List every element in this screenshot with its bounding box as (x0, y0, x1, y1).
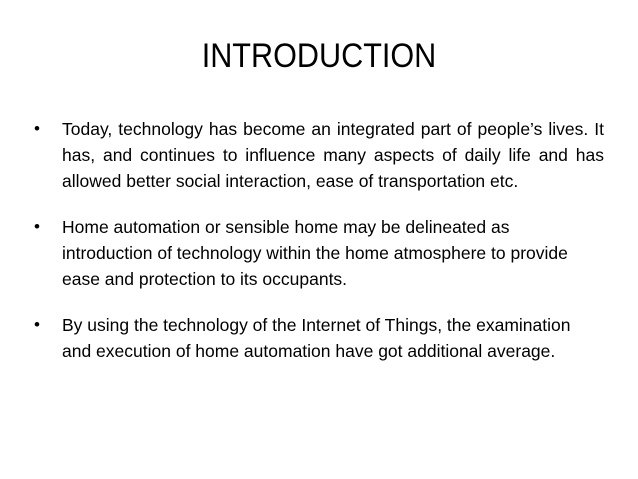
slide-title: INTRODUCTION (201, 37, 437, 75)
bullet-dot-icon: • (34, 315, 40, 334)
bullet-item (30, 116, 604, 194)
bullet-text: By using the technology of the Internet of Things, the examination and execution of home automation have got additional average. (62, 315, 571, 361)
bullet-text: Today, technology has become an integrated part of people’s lives. It has, and continues to influence many aspects of daily life and has allowed better social interaction, ease of transportation etc. (62, 119, 604, 191)
bullet-item (30, 312, 604, 364)
bullet-dot-icon: • (34, 217, 40, 236)
bullet-item (30, 214, 604, 292)
bullet-list (30, 116, 604, 384)
bullet-dot-icon: • (34, 119, 40, 138)
bullet-text: Home automation or sensible home may be delineated as introduction of technology within the home atmosphere to provide ease and protection to its occupants. (62, 217, 568, 289)
